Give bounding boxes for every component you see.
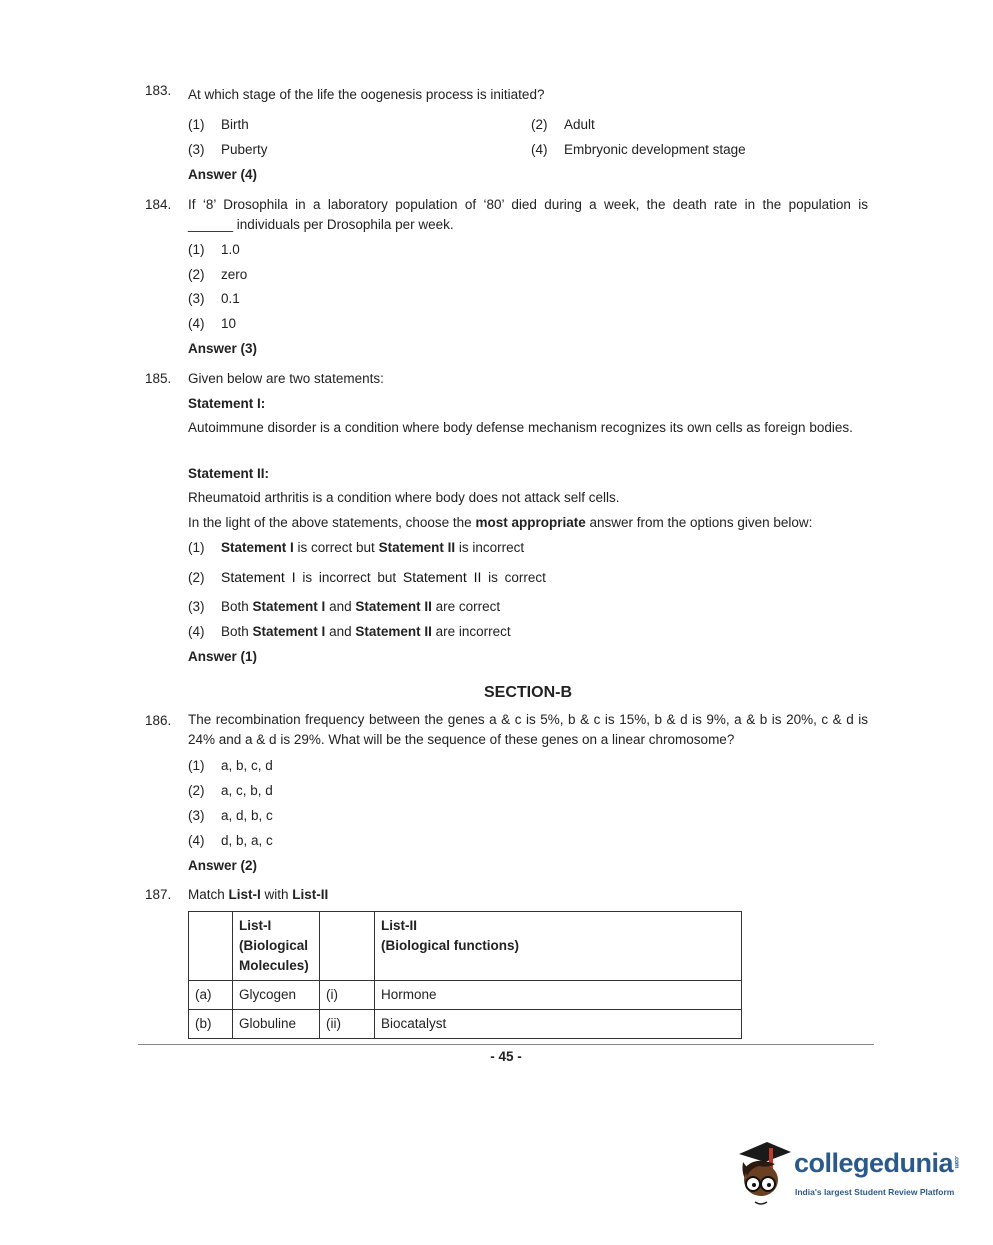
option-text: Puberty [221,142,268,157]
option-number: (1) [188,758,205,773]
option-text: zero [221,267,248,282]
option-text: 10 [221,316,237,331]
table-cell: (ii) [320,1010,375,1039]
option [531,142,746,157]
table-cell [320,912,375,981]
option-number: (1) [188,117,205,132]
option-text: is incorrect but [295,570,403,585]
option-text: and [325,624,356,639]
option-number: (2) [531,117,548,132]
table-cell: Hormone [375,981,742,1010]
option-number: (3) [188,291,205,306]
option-text: a, d, b, c [221,808,273,823]
page-number: - 45 - [490,1049,522,1064]
option [188,758,273,773]
option [188,291,240,306]
statement-label: Statement I: [188,396,266,411]
option-number: (1) [188,242,205,257]
header-line: Molecules) [239,958,309,973]
question-text: The recombination frequency between the genes a & c is 5%, b & c is 15%, b & d is 9%, a & b is 20%, c & d is 24% and a & d is 29%. What will be the sequence of these genes on a linear chromosome? [188,712,868,747]
table-cell: (i) [320,981,375,1010]
question-number: 187. [145,887,172,902]
question-text: Given below are two statements: [188,371,384,386]
answer: Answer (3) [188,341,258,356]
answer: Answer (4) [188,167,258,182]
table-header-list1 [233,912,320,981]
option [188,142,268,157]
option-text: is correct but [293,540,379,555]
option-text: Both [221,599,253,614]
option-bold: Statement I [252,599,326,614]
option-number: (1) [188,540,205,555]
question-text: If ‘8’ Drosophila in a laboratory population of ‘80’ died during a week, the death rate in the population is [188,197,868,212]
option-text: are incorrect [431,624,511,639]
option-text: and [325,599,356,614]
option [188,540,524,555]
match-table [188,911,742,1039]
option-text: a, b, c, d [221,758,273,773]
option-bold: Statement I [252,624,326,639]
header-line: (Biological functions) [381,938,519,953]
option-number: (4) [188,316,205,331]
option-bold: Statement II [355,599,432,614]
question-text: At which stage of the life the oogenesis process is initiated? [188,87,545,102]
option-text: 1.0 [221,242,240,257]
question-bold: List-II [292,887,329,902]
logo-wordmark [794,1148,959,1179]
statement-label: Statement II: [188,466,270,481]
option-text: is incorrect [455,540,525,555]
option-number: (2) [188,570,205,585]
header-line: (Biological [239,938,309,953]
question-number: 183. [145,83,172,98]
option-text: are correct [431,599,501,614]
option-number: (3) [188,142,205,157]
question-part: with [260,887,293,902]
option-number: (4) [531,142,548,157]
option-number: (3) [188,808,205,823]
option-text: Birth [221,117,249,132]
option-bold: Statement II [378,540,456,555]
question-number: 185. [145,371,172,386]
mascot-icon [735,1138,795,1208]
table-header-row [189,912,742,981]
prompt-part: answer from the options given below: [589,515,813,530]
prompt-part: In the light of the above statements, choose the [188,515,472,530]
logo-suffix: .com [953,1155,960,1168]
question-text [188,887,328,902]
question-bold: List-I [228,887,261,902]
prompt-emphasis: most appropriate [475,515,586,530]
question-prompt [188,515,812,530]
option-text: d, b, a, c [221,833,273,848]
option-number: (4) [188,833,205,848]
option-number: (4) [188,624,205,639]
option-text: Embryonic development stage [564,142,746,157]
table-cell: Globuline [233,1010,320,1039]
option [188,267,247,282]
option [188,599,500,614]
logo-tagline: India's largest Student Review Platform [795,1187,955,1197]
table-row [189,981,742,1010]
option-bold: Statement I [221,569,296,585]
answer: Answer (2) [188,858,258,873]
header-line: List-I [239,918,272,933]
table-cell: (b) [189,1010,233,1039]
option-number: (2) [188,267,205,282]
statement-text: Rheumatoid arthritis is a condition where body does not attack self cells. [188,490,620,505]
question-part: Match [188,887,229,902]
option [531,117,595,132]
option-bold: Statement II [402,569,482,585]
option [188,624,511,639]
table-cell: (a) [189,981,233,1010]
option [188,117,249,132]
footer-divider [138,1044,874,1045]
question-number: 186. [145,713,172,728]
logo-name: collegedunia [794,1148,954,1178]
option-number: (3) [188,599,205,614]
option [188,569,546,585]
table-header-list2 [375,912,742,981]
section-title: SECTION-B [484,684,572,701]
option-text: is correct [481,570,546,585]
option-text: Adult [564,117,595,132]
option-text: Both [221,624,253,639]
option [188,808,273,823]
option [188,316,236,331]
table-cell: Glycogen [233,981,320,1010]
collegedunia-logo[interactable] [735,1138,960,1208]
header-line: List-II [381,918,417,933]
option-text: a, c, b, d [221,783,273,798]
option [188,833,273,848]
option [188,783,273,798]
option-number: (2) [188,783,205,798]
table-cell [189,912,233,981]
question-number: 184. [145,197,172,212]
table-row [189,1010,742,1039]
answer: Answer (1) [188,649,258,664]
table-cell: Biocatalyst [375,1010,742,1039]
option-bold: Statement II [355,624,432,639]
option [188,242,240,257]
statement-text: Autoimmune disorder is a condition where body defense mechanism recognizes its own cells as foreign bodies. [188,420,853,435]
option-text: 0.1 [221,291,240,306]
option-bold: Statement I [221,540,294,555]
question-text-cont: ______ individuals per Drosophila per week. [188,217,454,232]
